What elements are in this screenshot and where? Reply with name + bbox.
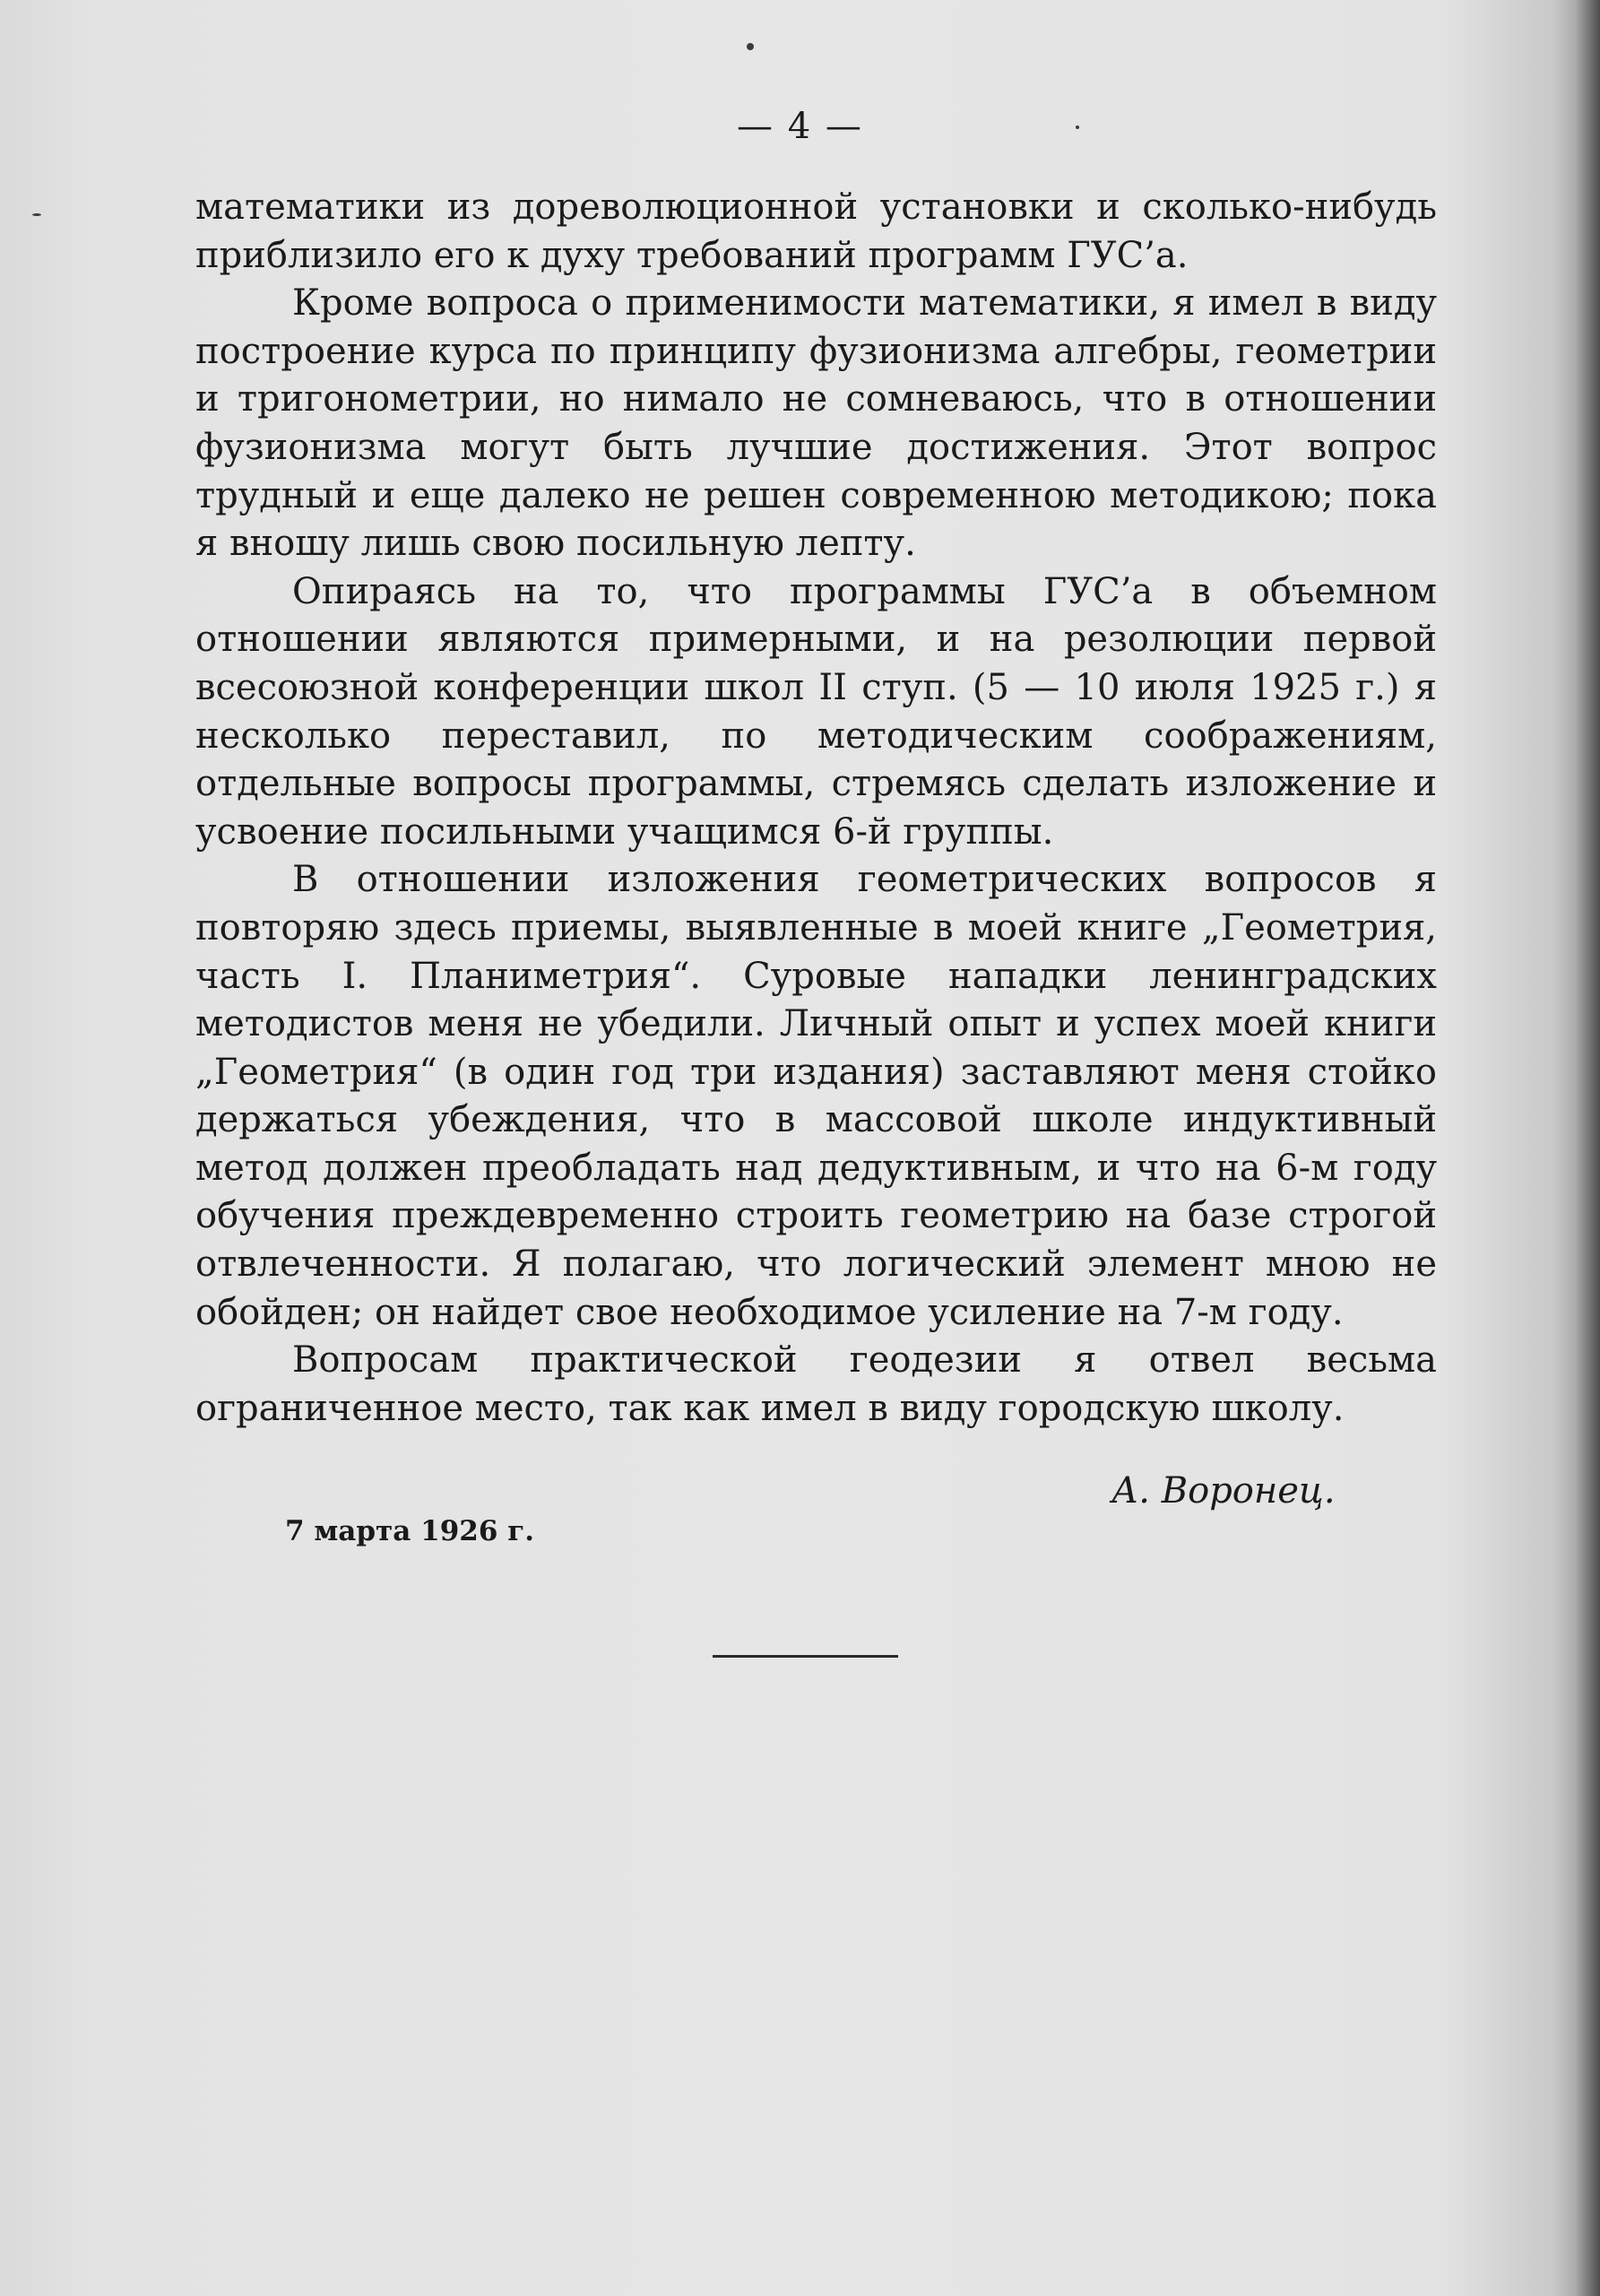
page-edge-shadow: [1575, 0, 1600, 2296]
paragraph: Опираясь на то, что программы ГУС’а в объемном отношении являются примерными, и на резолюции первой всесоюзной конференции школ II ступ. (5 — 10 июля 1925 г.) я несколько переставил, по методическим соображениям, отдельные вопросы программы, стремясь сделать изложение и усвоение посильными учащимся 6-й группы.: [195, 570, 1437, 853]
paragraph: Кроме вопроса о применимости математики, я имел в виду построение курса по принципу фузионизма алгебры, геометрии и тригонометрии, но нимало не сомневаюсь, что в отношении фузионизма могут быть лучшие достижения. Этот вопрос трудный и еще далеко не решен современною методикою; пока я вношу лишь свою посильную лепту.: [195, 282, 1437, 565]
closing-rule: [713, 1655, 898, 1658]
paragraph: математики из дореволюционной установки и сколько-нибудь приблизило его к духу требований программ ГУС’а.: [195, 186, 1437, 276]
author-signature: А. Воронец.: [1111, 1470, 1336, 1512]
body-text: [195, 184, 1437, 1433]
paragraph: В отношении изложения геометрических вопросов я повторяю здесь приемы, выявленные в моей книге „Геометрия, часть I. Планиметрия“. Суровые нападки ленинградских методистов меня не убедили. Личный опыт и успех моей книги „Геометрия“ (в один год три издания) заставляют меня стойко держаться убеждения, что в массовой школе индуктивный метод должен преобладать над дедуктивным, и что на 6-м году обучения преждевременно строить геометрию на базе строгой отвлеченности. Я полагаю, что логический элемент мною не обойден; он найдет свое необходимое усиление на 7-м году.: [195, 859, 1437, 1333]
page-number: — 4 —: [737, 106, 863, 147]
date: 7 марта 1926 г.: [285, 1515, 535, 1547]
scan-speck: [32, 213, 41, 216]
scan-speck: [747, 43, 754, 50]
paragraph: Вопросам практической геодезии я отвел весьма ограниченное место, так как имел в виду городскую школу.: [195, 1339, 1437, 1429]
